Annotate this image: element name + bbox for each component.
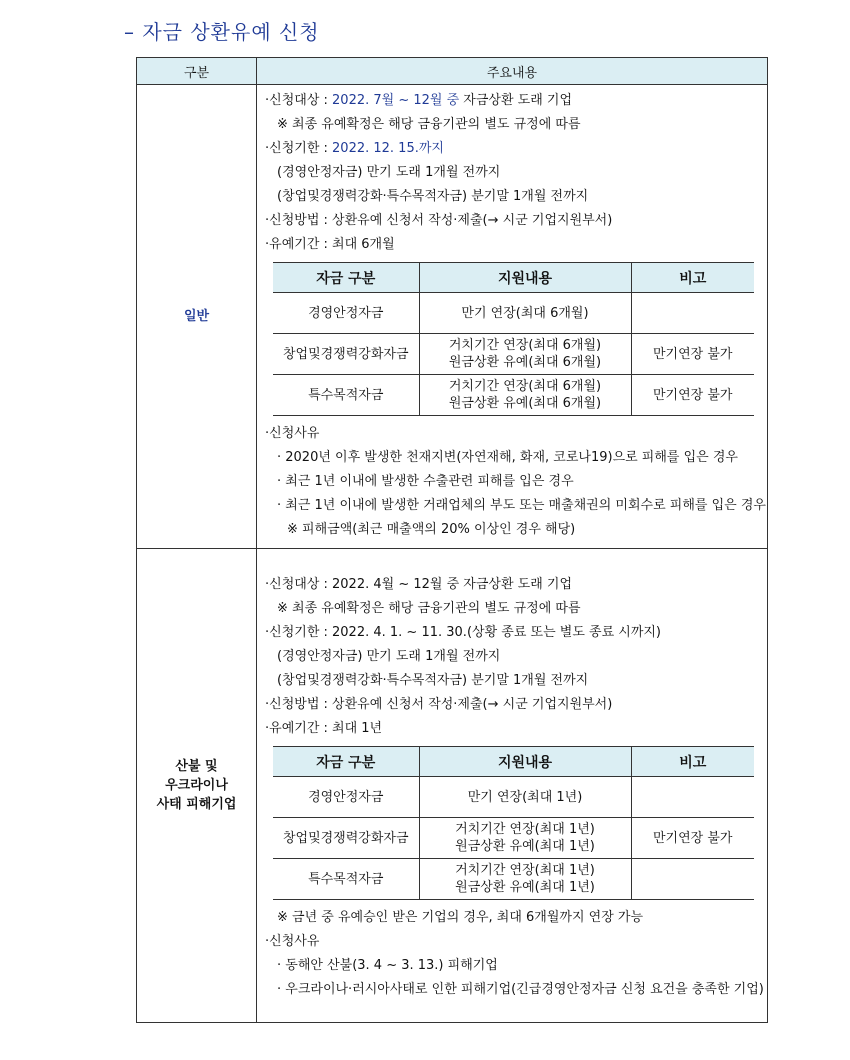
category-special: 산불 및 우크라이나 사태 피해기업 <box>137 549 257 1023</box>
special-target-note: ※ 최종 유예확정은 해당 금융기관의 별도 규정에 따름 <box>277 601 581 616</box>
special-deadline-note-1: (경영안정자금) 만기 도래 1개월 전까지 <box>277 649 501 664</box>
table-row: 창업및경쟁력강화자금 거치기간 연장(최대 1년) 원금상환 유예(최대 1년) 만기연장 불가 <box>273 818 754 859</box>
general-fund-table <box>273 262 754 416</box>
general-deadline-note-2: (창업및경쟁력강화·특수목적자금) 분기말 1개월 전까지 <box>277 189 589 204</box>
fund-type-header: 자금 구분 <box>273 747 419 777</box>
general-target: ·신청대상 : 2022. 7월 ~ 12월 중 자금상환 도래 기업 <box>265 93 573 108</box>
support-header: 지원내용 <box>419 263 631 293</box>
general-deadline-date: 2022. 12. 15.까지 <box>332 141 444 156</box>
remark-header: 비고 <box>631 263 754 293</box>
list-item: · 우크라이나·러시아사태로 인한 피해기업(긴급경영안정자금 신청 요건을 충족한 기업) <box>277 982 764 997</box>
category-general: 일반 <box>137 85 257 549</box>
section-special <box>137 549 768 1023</box>
table-header-row <box>137 58 768 85</box>
header-category: 구분 <box>137 58 257 85</box>
special-reason-title: ·신청사유 <box>265 934 320 949</box>
general-fund-table-header <box>273 263 754 293</box>
remark-header: 비고 <box>631 747 754 777</box>
general-method: ·신청방법 : 상환유예 신청서 작성·제출(→ 시군 기업지원부서) <box>265 213 613 228</box>
special-content <box>257 549 768 1023</box>
general-content <box>257 85 768 549</box>
page-title: – 자금 상환유예 신청 <box>124 20 320 44</box>
list-item: · 최근 1년 이내에 발생한 수출관련 피해를 입은 경우 <box>277 474 574 489</box>
list-item: · 최근 1년 이내에 발생한 거래업체의 부도 또는 매출채권의 미회수로 피해를 입은 경우 <box>277 498 766 513</box>
special-table-note: ※ 금년 중 유예승인 받은 기업의 경우, 최대 6개월까지 연장 가능 <box>277 910 644 925</box>
section-general <box>137 85 768 549</box>
general-target-note: ※ 최종 유예확정은 해당 금융기관의 별도 규정에 따름 <box>277 117 581 132</box>
special-deadline-note-2: (창업및경쟁력강화·특수목적자금) 분기말 1개월 전까지 <box>277 673 589 688</box>
special-target: ·신청대상 : 2022. 4월 ~ 12월 중 자금상환 도래 기업 <box>265 577 573 592</box>
general-reason-title: ·신청사유 <box>265 426 320 441</box>
special-period: ·유예기간 : 최대 1년 <box>265 721 383 736</box>
table-row: 특수목적자금 거치기간 연장(최대 1년) 원금상환 유예(최대 1년) <box>273 859 754 900</box>
header-content: 주요내용 <box>257 58 768 85</box>
list-item: · 2020년 이후 발생한 천재지변(자연재해, 화재, 코로나19)으로 피해를 입은 경우 <box>277 450 738 465</box>
support-header: 지원내용 <box>419 747 631 777</box>
general-deadline: ·신청기한 : 2022. 12. 15.까지 <box>265 141 444 156</box>
special-fund-table <box>273 746 754 900</box>
special-fund-table-header <box>273 747 754 777</box>
table-row: 경영안정자금 만기 연장(최대 6개월) <box>273 293 754 334</box>
fund-type-header: 자금 구분 <box>273 263 419 293</box>
table-row: 창업및경쟁력강화자금 거치기간 연장(최대 6개월) 원금상환 유예(최대 6개월) 만기연장 불가 <box>273 334 754 375</box>
loan-deferral-table <box>136 57 768 1023</box>
general-period: ·유예기간 : 최대 6개월 <box>265 237 395 252</box>
list-item: · 동해안 산불(3. 4 ~ 3. 13.) 피해기업 <box>277 958 498 973</box>
general-target-period: 2022. 7월 ~ 12월 중 <box>332 93 460 108</box>
general-reason-note: ※ 피해금액(최근 매출액의 20% 이상인 경우 해당) <box>287 522 576 537</box>
table-row: 특수목적자금 거치기간 연장(최대 6개월) 원금상환 유예(최대 6개월) 만기연장 불가 <box>273 375 754 416</box>
special-deadline: ·신청기한 : 2022. 4. 1. ~ 11. 30.(상황 종료 또는 별도 종료 시까지) <box>265 625 662 640</box>
table-row: 경영안정자금 만기 연장(최대 1년) <box>273 777 754 818</box>
general-deadline-note-1: (경영안정자금) 만기 도래 1개월 전까지 <box>277 165 501 180</box>
special-method: ·신청방법 : 상환유예 신청서 작성·제출(→ 시군 기업지원부서) <box>265 697 613 712</box>
